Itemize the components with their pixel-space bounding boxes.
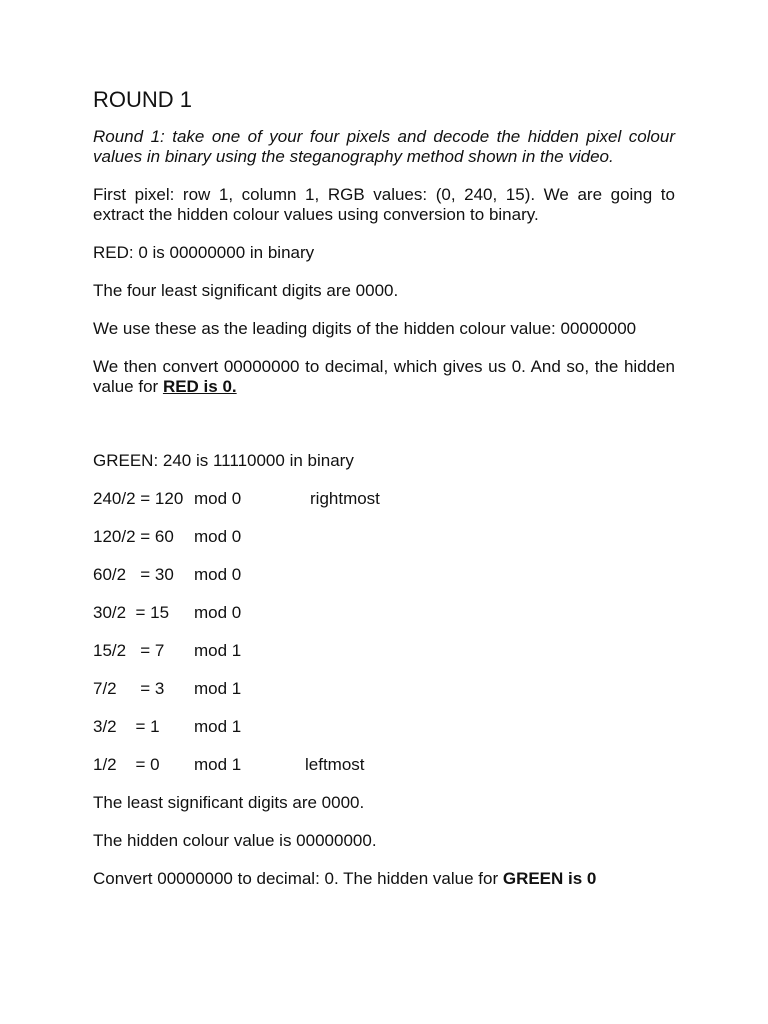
division-remainder: mod 1 [194,717,242,736]
division-row [93,527,675,547]
red-result: RED is 0. [162,377,237,396]
division-expression: 1/2 = 0 [93,755,160,774]
division-expression: 30/2 = 15 [93,603,170,622]
division-remainder: mod 0 [194,527,242,546]
division-remainder: mod 0 [194,603,242,622]
division-expression: 60/2 = 30 [93,565,174,584]
division-row [93,717,675,737]
division-row [93,489,675,509]
division-expression: 7/2 = 3 [93,679,165,698]
division-remainder: mod 0 [194,565,242,584]
document-page [93,86,675,889]
division-remainder: mod 1 [194,755,242,774]
division-remainder: mod 1 [194,679,242,698]
red-binary-line: RED: 0 is 00000000 in binary [93,243,315,262]
red-leading-line: We use these as the leading digits of the hidden colour value: 00000000 [93,319,637,338]
red-convert-paragraph [93,357,675,397]
division-expression: 15/2 = 7 [93,641,165,660]
intro-paragraph: Round 1: take one of your four pixels and decode the hidden pixel colour values in binary using the steganography method shown in the video. [93,127,675,166]
division-note: leftmost [305,755,365,774]
green-convert-text: Convert 00000000 to decimal: 0. The hidden value for [93,869,503,888]
division-row [93,755,675,775]
green-hidden-line: The hidden colour value is 00000000. [93,831,377,850]
division-row [93,641,675,661]
green-lsd-line: The least significant digits are 0000. [93,793,365,812]
division-row [93,565,675,585]
division-row [93,679,675,699]
division-row [93,603,675,623]
division-expression: 3/2 = 1 [93,717,160,736]
green-convert-paragraph [93,869,675,889]
red-convert-text: We then convert 00000000 to decimal, which gives us 0. And so, the hidden value for [93,357,675,396]
division-expression: 120/2 = 60 [93,527,174,546]
first-pixel-paragraph: First pixel: row 1, column 1, RGB values: (0, 240, 15). We are going to extract the hidden colour values using conversion to binary. [93,185,675,224]
division-remainder: mod 1 [194,641,242,660]
division-note: rightmost [310,489,380,508]
green-result: GREEN is 0 [502,869,597,888]
page-title: ROUND 1 [93,87,193,112]
division-remainder: mod 0 [194,489,242,508]
green-binary-line: GREEN: 240 is 11110000 in binary [93,451,354,470]
division-expression: 240/2 = 120 [93,489,184,508]
red-lsd-line: The four least significant digits are 0000. [93,281,399,300]
